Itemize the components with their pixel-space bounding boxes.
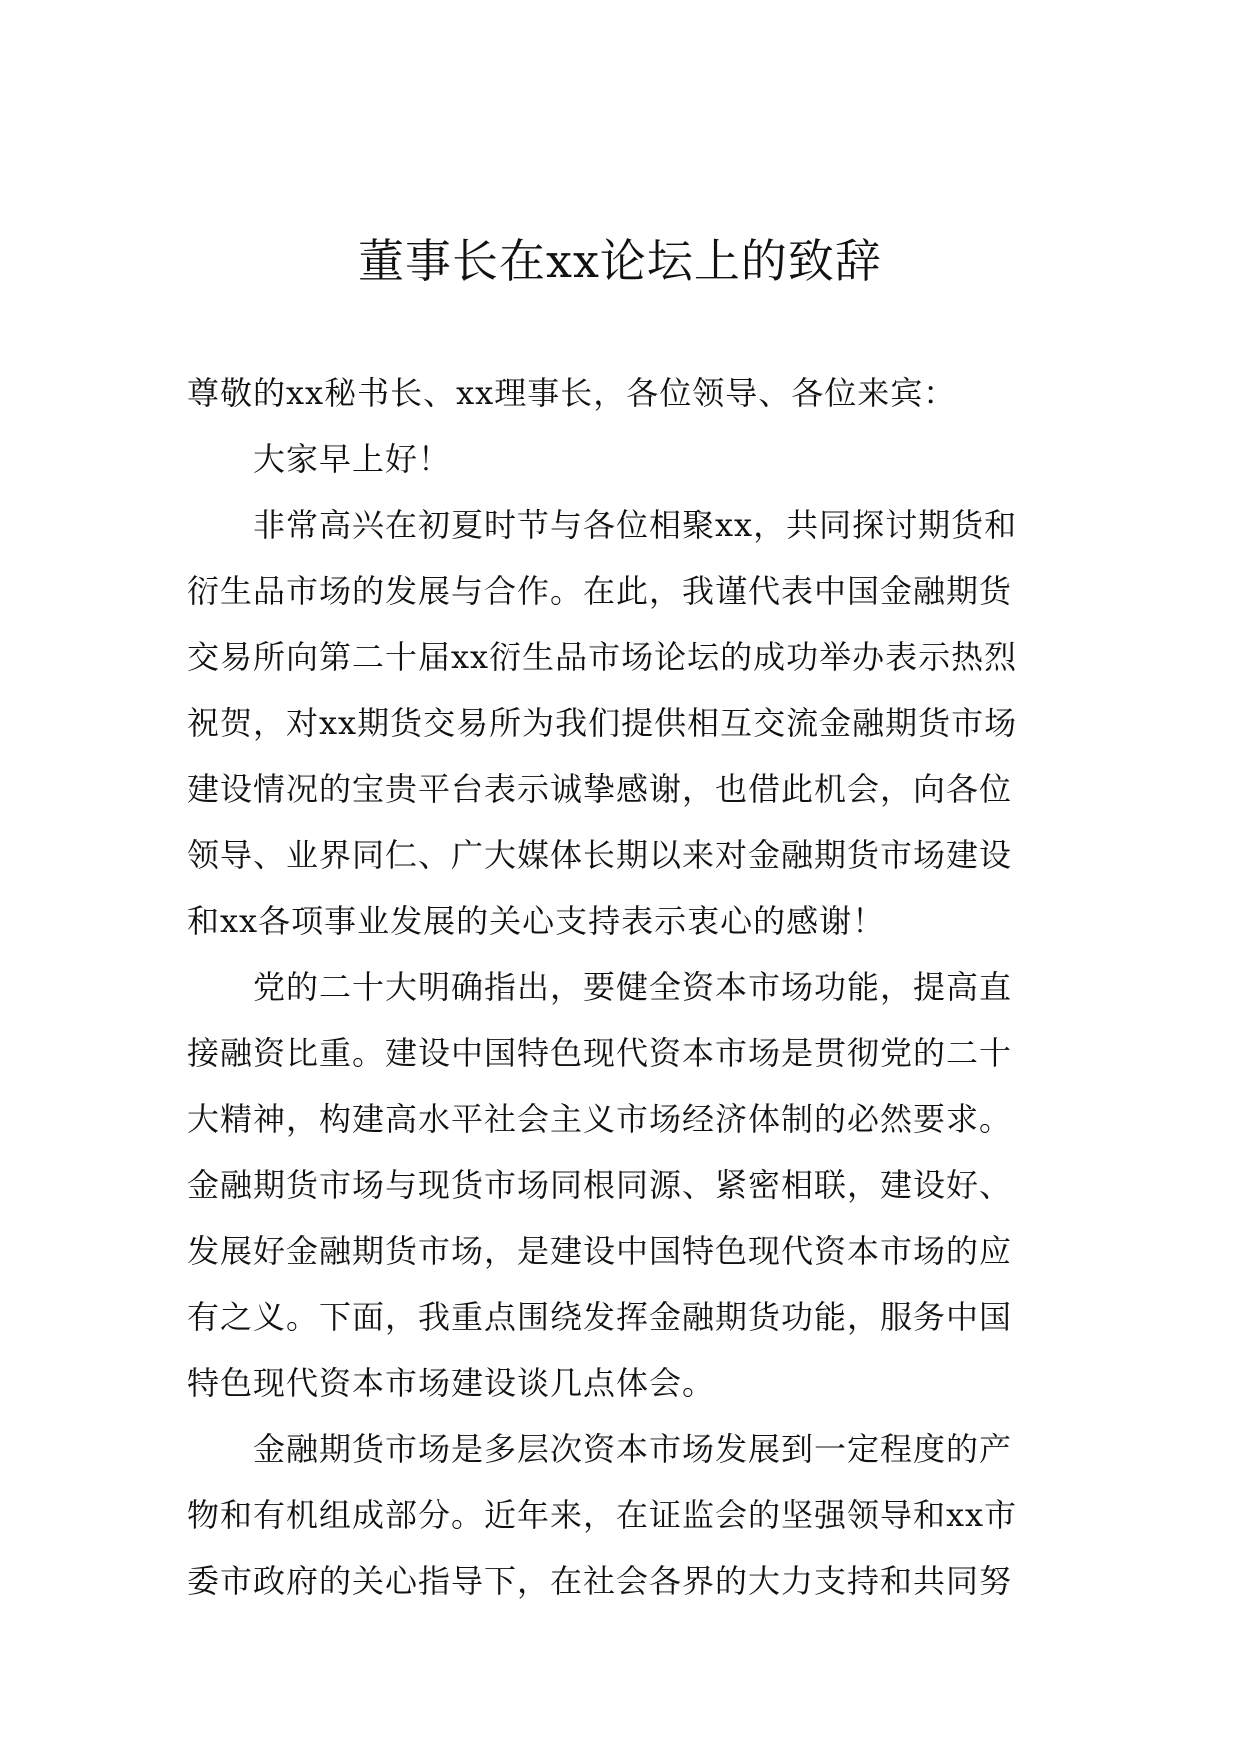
paragraph-2-line-1: 党的二十大明确指出，要健全资本市场功能，提高直: [253, 968, 1013, 1006]
paragraph-3-line-3: 委市政府的关心指导下，在社会各界的大力支持和共同努: [187, 1562, 1013, 1600]
paragraph-2-line-6: 有之义。下面，我重点围绕发挥金融期货功能，服务中国: [187, 1298, 1013, 1336]
paragraph-1-line-4: 祝贺，对xx期货交易所为我们提供相互交流金融期货市场: [187, 704, 1018, 742]
paragraph-2-line-7: 特色现代资本市场建设谈几点体会。: [187, 1364, 716, 1402]
salutation-line: 尊敬的xx秘书长、xx理事长，各位领导、各位来宾：: [187, 374, 957, 412]
paragraph-3-line-2: 物和有机组成部分。近年来，在证监会的坚强领导和xx市: [187, 1496, 1018, 1534]
paragraph-1-line-6: 领导、业界同仁、广大媒体长期以来对金融期货市场建设: [187, 836, 1013, 874]
paragraph-1-line-1: 非常高兴在初夏时节与各位相聚xx，共同探讨期货和: [253, 506, 1018, 544]
paragraph-1-line-7: 和xx各项事业发展的关心支持表示衷心的感谢！: [187, 902, 886, 940]
greeting-line: 大家早上好！: [253, 440, 452, 478]
document-body: [187, 360, 1053, 1614]
document-title: 董事长在xx论坛上的致辞: [358, 234, 882, 288]
paragraph-1-line-3: 交易所向第二十届xx衍生品市场论坛的成功举办表示热烈: [187, 638, 1018, 676]
paragraph-1-line-2: 衍生品市场的发展与合作。在此，我谨代表中国金融期货: [187, 572, 1013, 610]
paragraph-3-line-1: 金融期货市场是多层次资本市场发展到一定程度的产: [253, 1430, 1013, 1468]
paragraph-2-line-4: 金融期货市场与现货市场同根同源、紧密相联，建设好、: [187, 1166, 1013, 1204]
paragraph-2-line-2: 接融资比重。建设中国特色现代资本市场是贯彻党的二十: [187, 1034, 1013, 1072]
paragraph-2-line-5: 发展好金融期货市场，是建设中国特色现代资本市场的应: [187, 1232, 1013, 1270]
paragraph-2-line-3: 大精神，构建高水平社会主义市场经济体制的必然要求。: [187, 1100, 1013, 1138]
paragraph-1-line-5: 建设情况的宝贵平台表示诚挚感谢，也借此机会，向各位: [187, 770, 1013, 808]
